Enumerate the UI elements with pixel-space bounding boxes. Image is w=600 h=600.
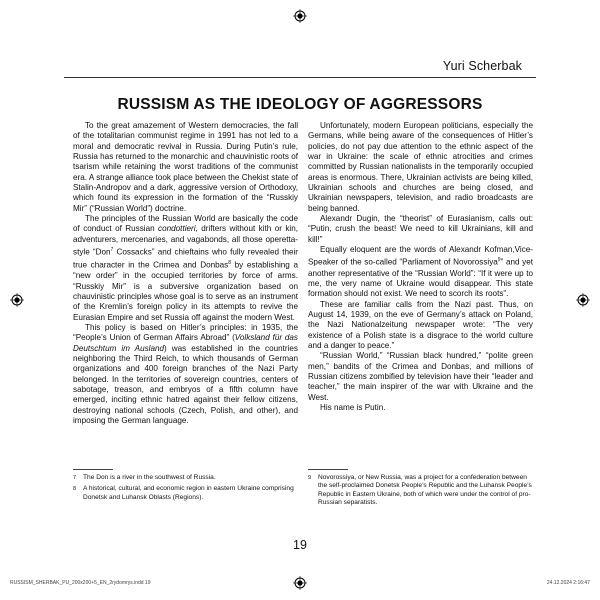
paragraph: To the great amazement of Western democracies, the fall of the totalitarian communist regime in 1991 has not led to a moral and democratic revival in Russia. During Putin’s rule, Russia has returned to the monarchic and chauvinistic roots of tsarism while retaining the worst traditions of the communist era. A strange alliance took place between the Chekist state of Stalin-Andropov and a dark, aggressive version of Orthodoxy, which found its expression in the formation of the “Russkiy Mir” (“Russian World”) doctrine. — [73, 121, 298, 213]
text-run: The principles of the Russian World are basically the code of conduct of Russian — [73, 214, 298, 234]
footnote-text: Novorossiya, or New Russia, was a project for a confederation between the self-proclaimed Donetsk People’s Republic and the Luhansk People’s Republic in Eastern Ukraine, both of which were under the control of pro-Russian separatists. — [318, 474, 532, 506]
header-rule — [64, 77, 536, 78]
text-run: Equally eloquent are the words of Alexandr Kofman,Vice-Speaker of the so-called “Parliament of Novorossiya — [308, 245, 533, 268]
footnote-mark: 7 — [73, 475, 77, 481]
paragraph: His name is Putin. — [320, 403, 386, 412]
footnote-ref-7[interactable]: 7 — [110, 247, 114, 254]
footnote-8 — [73, 485, 298, 502]
paragraph — [73, 323, 298, 426]
text-run: ” and yet another representative of the “Russian World”: “If it were up to me, the very name of Ukraine would disappear. This state formation should not exist. We need to scorch its roots”. — [308, 258, 533, 299]
italic-term: condottieri — [158, 224, 196, 234]
footnote-rule-left — [73, 469, 113, 470]
text-run: Cossacks” and chieftains who fully revealed their true character in the Crimea and Donbas — [73, 247, 299, 270]
text-run: ) was established in the countries neighboring the Third Reich, to which thousands of German organizations and 400 foreign branches of the Nazi Party belonged. In the territories of sovereign countries, centers of sabotage, treason, and embryos of a fifth column have emerged, inciting ethnic hatred against their fellow citizens, destroying national schools (Czech, Polish, and other), and imposing the German language. — [73, 343, 298, 426]
paragraph: Alexandr Dugin, the “theorist” of Eurasianism, calls out: “Putin, crush the beast! We need to kill Ukrainians, kill and kill!” — [308, 214, 533, 244]
page-number: 19 — [293, 538, 307, 552]
registration-mark-left — [10, 293, 24, 307]
print-slug-filename: RUSSISM_SHERBAK_PU_200x200+5_EN_2rydomrys.indd 19 — [10, 580, 151, 586]
paragraph: “Russian World,” “Russian black hundred,” “polite green men,” bandits of the Crimea and Donbas, and millions of Russian citizens zombified by television have their “leader and teacher,” the main inspirer of the war with Ukraine and the West. — [308, 351, 533, 402]
footnote-mark: 9 — [308, 475, 312, 481]
footnote-ref-9[interactable]: 9 — [497, 257, 501, 264]
running-header-author: Yuri Scherbak — [442, 59, 522, 73]
italic-term: Volksland für das Deutschtum im Ausland — [73, 333, 298, 353]
paragraph: Unfortunately, modern European politicians, especially the Germans, while being aware of the consequences of Hitler’s policies, do not pay due attention to the ethnic aspect of the war in Ukraine: the scale of ethnic atrocities and crimes committed by Russian nationalists in the temporarily occupied areas is enormous. There, Ukrainian activists are being killed, Ukrainian schools and churches are being closed, and Ukrainian newspapers, television, and radio broadcasts are being banned. — [308, 121, 533, 213]
text-run: by establishing a “new order” in the occupied territories by force of arms. “Russkiy Mir” is a subversive organization based on chauvinistic principles whose goal is to serve as an instrument of the Kremlin’s foreign policy in its attempts to revive the Eurasian Empire and set Russia off against the modern West. — [73, 260, 298, 322]
chapter-title: RUSSISM AS THE IDEOLOGY OF AGGRESSORS — [117, 96, 483, 113]
footnote-text: The Don is a river in the southwest of Russia. — [83, 474, 216, 481]
paragraph — [73, 214, 298, 323]
registration-mark-bottom — [293, 576, 307, 590]
left-column — [73, 121, 298, 426]
footnote-text: A historical, cultural, and economic region in eastern Ukraine comprising Donetsk and Luhansk Oblasts (Regions). — [83, 485, 294, 501]
text-run: This policy is based on Hitler’s principles: in 1935, the “People’s Union of German Affairs Abroad” ( — [73, 322, 298, 343]
paragraph: These are familiar calls from the Nazi past. Thus, on August 14, 1939, on the eve of Germany’s attack on Poland, the Nazi Nationalzeitung newspaper wrote: “The very existence of a Polish state is a disgrace to the world culture and a danger to peace.” — [308, 299, 533, 350]
footnotes-right — [308, 474, 533, 510]
registration-mark-top — [293, 9, 307, 23]
footnote-ref-8[interactable]: 8 — [228, 260, 231, 267]
footnote-mark: 8 — [73, 486, 77, 493]
registration-mark-right — [576, 293, 590, 307]
text-run: , drifters without kith or kin, adventurers, mercenaries, and vagabonds, all those operetta-style “Don — [73, 224, 298, 257]
footnote-9 — [308, 474, 533, 507]
footnote-7 — [73, 474, 298, 482]
print-slug-timestamp: 24.12.2024 2:16:47 — [546, 580, 590, 586]
paragraph — [308, 245, 533, 299]
footnote-rule-right — [308, 469, 348, 470]
right-column — [308, 121, 533, 413]
footnotes-left — [73, 474, 298, 505]
